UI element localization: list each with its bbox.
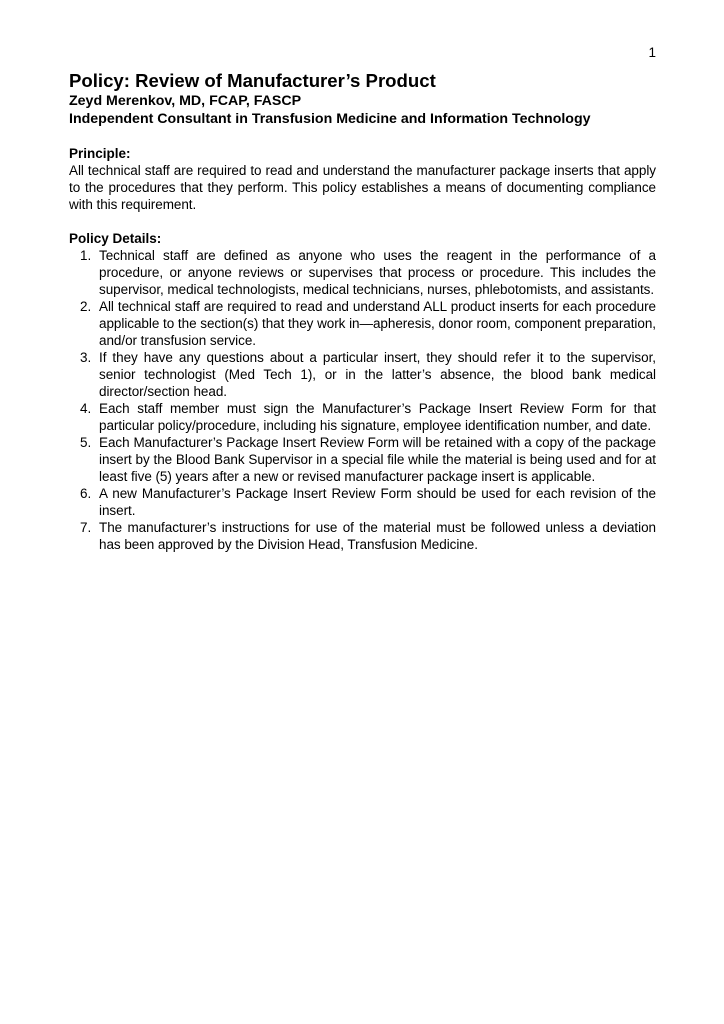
list-item-text: A new Manufacturer’s Package Insert Review Form should be used for each revision of the insert. bbox=[99, 486, 656, 518]
list-item-text: Each Manufacturer’s Package Insert Review Form will be retained with a copy of the package insert by the Blood Bank Supervisor in a special file while the material is being used and for at least five (5) years after a new or revised manufacturer package insert is applicable. bbox=[99, 435, 656, 484]
list-item-number: 3. bbox=[80, 350, 92, 365]
principle-text: All technical staff are required to read and understand the manufacturer package inserts that apply to the procedures that they perform. This policy establishes a means of documenting compliance with this requirement. bbox=[69, 163, 656, 212]
list-item bbox=[69, 434, 656, 485]
list-item-number: 2. bbox=[80, 299, 92, 314]
list-item-text: If they have any questions about a particular insert, they should refer it to the supervisor, senior technologist (Med Tech 1), or in the latter’s absence, the blood bank medical director/section head. bbox=[99, 350, 656, 399]
list-item-text: Each staff member must sign the Manufacturer’s Package Insert Review Form for that particular policy/procedure, including his signature, employee identification number, and date. bbox=[99, 401, 656, 433]
policy-details-list bbox=[69, 247, 656, 553]
list-item-text: The manufacturer’s instructions for use of the material must be followed unless a deviation has been approved by the Division Head, Transfusion Medicine. bbox=[99, 520, 656, 552]
list-item-text: All technical staff are required to read and understand ALL product inserts for each procedure applicable to the section(s) that they work in—apheresis, donor room, component preparation, and/or transfusion service. bbox=[99, 299, 656, 348]
policy-details-section bbox=[69, 230, 656, 553]
list-item-number: 7. bbox=[80, 520, 92, 535]
page-number: 1 bbox=[648, 45, 656, 60]
document-title: Policy: Review of Manufacturer’s Product bbox=[69, 70, 436, 91]
author-affiliation: Independent Consultant in Transfusion Medicine and Information Technology bbox=[69, 111, 591, 127]
principle-heading: Principle: bbox=[69, 146, 131, 161]
list-item bbox=[69, 349, 656, 400]
list-item-number: 4. bbox=[80, 401, 92, 416]
principle-section bbox=[69, 145, 656, 213]
list-item bbox=[69, 247, 656, 298]
list-item bbox=[69, 400, 656, 434]
author-name: Zeyd Merenkov, MD, FCAP, FASCP bbox=[69, 93, 302, 109]
list-item-number: 5. bbox=[80, 435, 92, 450]
list-item-number: 1. bbox=[80, 248, 92, 263]
list-item bbox=[69, 485, 656, 519]
policy-details-heading: Policy Details: bbox=[69, 231, 162, 246]
list-item bbox=[69, 298, 656, 349]
list-item-number: 6. bbox=[80, 486, 92, 501]
list-item bbox=[69, 519, 656, 553]
list-item-text: Technical staff are defined as anyone who uses the reagent in the performance of a procedure, or anyone reviews or supervises that process or procedure. This includes the supervisor, medical technologists, medical technicians, nurses, phlebotomists, and assistants. bbox=[99, 248, 656, 297]
